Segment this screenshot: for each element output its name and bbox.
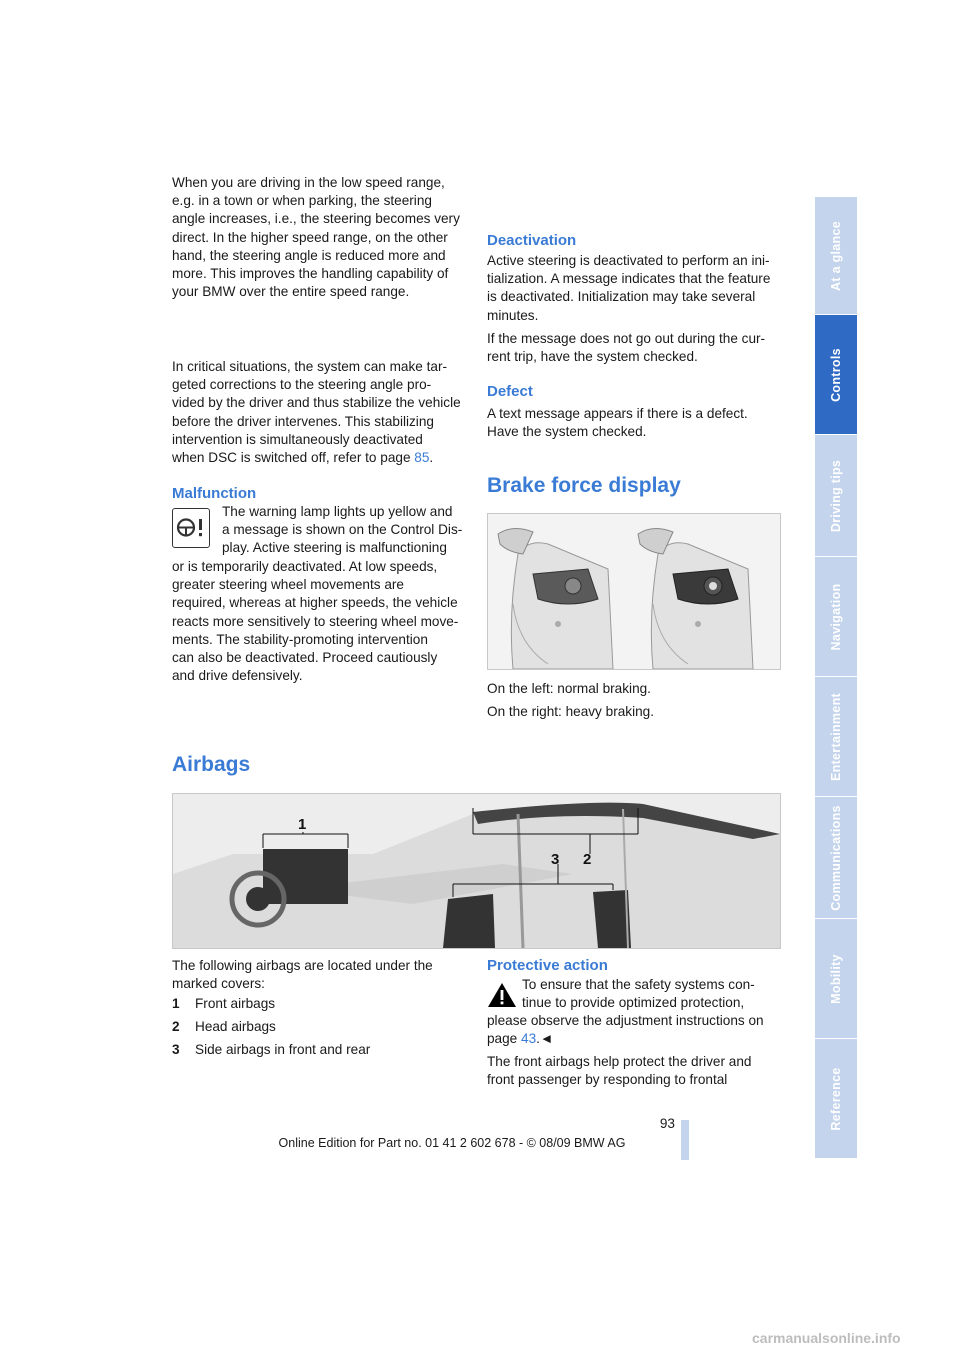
list-item-label: Head airbags bbox=[195, 1019, 276, 1034]
text-line: If the message does not go out during the cur- bbox=[487, 331, 766, 346]
brake-force-display-heading: Brake force display bbox=[487, 474, 681, 497]
text-line: or is temporarily deactivated. At low speeds, bbox=[172, 559, 438, 574]
tab-label: Driving tips bbox=[829, 459, 843, 532]
critical-situations-paragraph bbox=[172, 358, 472, 467]
malfunction-paragraph bbox=[172, 558, 472, 685]
warning-lamp-icon bbox=[172, 508, 210, 548]
text-line: play. Active steering is malfunctioning bbox=[222, 540, 447, 556]
callout-1: 1 bbox=[298, 816, 307, 833]
callout-3: 3 bbox=[551, 851, 560, 868]
text-line: The front airbags help protect the driver and bbox=[487, 1054, 752, 1069]
tab-communications[interactable] bbox=[815, 797, 857, 919]
tab-at-a-glance[interactable] bbox=[815, 197, 857, 315]
airbags-heading: Airbags bbox=[172, 753, 251, 776]
message-paragraph bbox=[487, 330, 787, 366]
text-line: and drive defensively. bbox=[172, 668, 303, 684]
tab-label: At a glance bbox=[829, 220, 843, 291]
text-line: direct. In the higher speed range, on the other bbox=[172, 229, 448, 245]
text-line: The following airbags are located under the bbox=[172, 958, 433, 973]
tab-label: Communications bbox=[829, 804, 843, 911]
watermark: carmanualsonline.info bbox=[752, 1330, 901, 1346]
tab-label: Reference bbox=[829, 1066, 843, 1131]
text-segment: page bbox=[487, 1031, 522, 1047]
text-line: tialization. A message indicates that the feature bbox=[487, 271, 771, 287]
deactivation-paragraph bbox=[487, 252, 787, 325]
text-line: reacts more sensitively to steering wheel move- bbox=[172, 613, 459, 629]
tab-controls[interactable] bbox=[815, 315, 857, 435]
tab-entertainment[interactable] bbox=[815, 677, 857, 797]
malfunction-indented-text bbox=[222, 503, 467, 558]
callout-2: 2 bbox=[583, 851, 592, 868]
text-line: front passenger by responding to frontal bbox=[487, 1072, 728, 1088]
text-line: please observe the adjustment instructions on bbox=[487, 1013, 764, 1028]
text-segment: when DSC is switched off, refer to page bbox=[172, 450, 415, 466]
page-link-85[interactable]: 85 bbox=[414, 450, 430, 466]
airbags-illustration bbox=[172, 793, 781, 949]
text-line: In critical situations, the system can make tar- bbox=[172, 359, 447, 374]
list-item-label: Side airbags in front and rear bbox=[195, 1042, 371, 1057]
normal-braking-tail-light bbox=[498, 528, 613, 669]
text-line: The warning lamp lights up yellow and bbox=[222, 504, 453, 519]
defect-heading: Defect bbox=[487, 383, 533, 400]
chapter-tab-bar bbox=[815, 197, 857, 1159]
text-line: minutes. bbox=[487, 307, 539, 323]
brake-light-illustration bbox=[487, 513, 781, 670]
list-item-number: 1 bbox=[172, 996, 180, 1011]
text-line: When you are driving in the low speed range, bbox=[172, 175, 445, 190]
text-segment: . bbox=[429, 450, 434, 466]
text-line: is deactivated. Initialization may take several bbox=[487, 289, 756, 305]
end-mark: .◄ bbox=[536, 1031, 554, 1047]
text-line: before the driver intervenes. This stabilizing bbox=[172, 413, 434, 429]
text-line: rent trip, have the system checked. bbox=[487, 349, 698, 365]
text-line: Have the system checked. bbox=[487, 424, 647, 440]
text-line: more. This improves the handling capability of bbox=[172, 266, 449, 282]
side-airbag-cover-front bbox=[443, 894, 495, 948]
page-marker-bar bbox=[681, 1120, 689, 1160]
front-airbag-cover-driver bbox=[246, 887, 270, 911]
page-link-43[interactable]: 43 bbox=[521, 1031, 537, 1047]
front-airbags-paragraph bbox=[487, 1053, 787, 1089]
text-line: greater steering wheel movements are bbox=[172, 577, 404, 593]
list-item-label: Front airbags bbox=[195, 996, 276, 1011]
tab-label: Entertainment bbox=[829, 692, 843, 781]
defect-paragraph bbox=[487, 405, 787, 441]
tab-label: Mobility bbox=[829, 953, 843, 1004]
text-line: ments. The stability-promoting intervention bbox=[172, 631, 428, 647]
brake-caption-heavy: On the right: heavy braking. bbox=[487, 704, 654, 719]
tab-driving-tips[interactable] bbox=[815, 435, 857, 557]
heavy-braking-tail-light bbox=[638, 528, 753, 669]
edition-footer: Online Edition for Part no. 01 41 2 602 678 - © 08/09 BMW AG bbox=[278, 1136, 626, 1150]
text-line: a message is shown on the Control Dis- bbox=[222, 522, 463, 538]
malfunction-heading: Malfunction bbox=[172, 485, 257, 502]
steering-intro-paragraph bbox=[172, 174, 472, 301]
tab-reference[interactable] bbox=[815, 1039, 857, 1159]
page-number: 93 bbox=[659, 1116, 675, 1131]
warning-triangle-icon bbox=[487, 982, 517, 1008]
text-line: angle increases, i.e., the steering becomes very bbox=[172, 211, 460, 227]
deactivation-heading: Deactivation bbox=[487, 232, 577, 249]
front-airbag-cover-passenger bbox=[263, 849, 348, 904]
text-line bbox=[172, 449, 472, 467]
text-line: To ensure that the safety systems con- bbox=[522, 977, 755, 992]
tab-label: Navigation bbox=[829, 583, 843, 650]
text-line: your BMW over the entire speed range. bbox=[172, 284, 410, 300]
text-line: intervention is simultaneously deactivated bbox=[172, 431, 423, 447]
protective-paragraph bbox=[487, 1012, 787, 1048]
text-line: tinue to provide optimized protection, bbox=[522, 995, 745, 1011]
text-line: can also be deactivated. Proceed cautiously bbox=[172, 650, 438, 666]
brake-caption-normal: On the left: normal braking. bbox=[487, 681, 651, 696]
text-line: hand, the steering angle is reduced more and bbox=[172, 247, 446, 263]
list-item-number: 3 bbox=[172, 1042, 180, 1057]
text-line: A text message appears if there is a defect. bbox=[487, 406, 748, 421]
tab-mobility[interactable] bbox=[815, 919, 857, 1039]
protective-action-heading: Protective action bbox=[487, 957, 608, 974]
text-line: e.g. in a town or when parking, the steering bbox=[172, 193, 432, 209]
text-line: required, whereas at higher speeds, the vehicle bbox=[172, 595, 458, 611]
text-line: vided by the driver and thus stabilize the vehicle bbox=[172, 395, 461, 411]
list-item-number: 2 bbox=[172, 1019, 180, 1034]
tab-label: Controls bbox=[829, 347, 843, 402]
protective-indented-text bbox=[522, 976, 792, 1012]
text-line: Active steering is deactivated to perform an ini- bbox=[487, 253, 770, 268]
tab-navigation[interactable] bbox=[815, 557, 857, 677]
text-line: marked covers: bbox=[172, 976, 265, 992]
text-line: geted corrections to the steering angle pro- bbox=[172, 377, 432, 393]
airbags-intro-paragraph bbox=[172, 957, 472, 993]
text-line bbox=[487, 1030, 787, 1048]
